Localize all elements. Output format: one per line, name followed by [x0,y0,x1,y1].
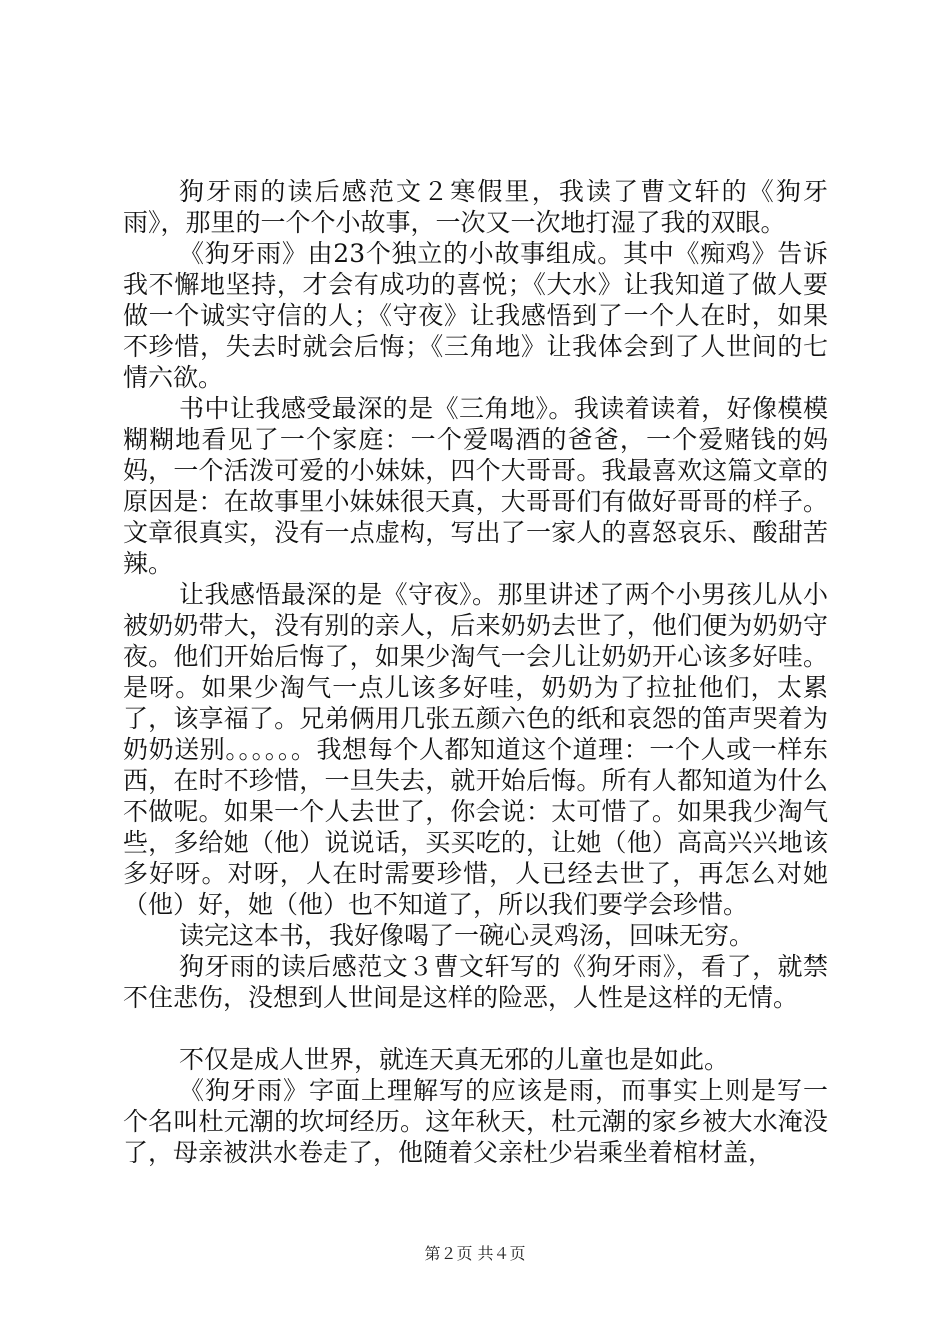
page-number-footer: 第２页 共４页 [424,1244,526,1263]
document-body [123,176,828,1168]
paragraph-5: 读完这本书，我好像喝了一碗心灵鸡汤，回味无穷。 [179,921,755,950]
paragraph-4: 让我感悟最深的是《守夜》。那里讲述了两个小男孩儿从小被奶奶带大，没有别的亲人，后来奶奶去世了，他们便为奶奶守夜。他们开始后悔了，如果少淘气一会儿让奶奶开心该多好哇。是呀。如果少淘气一点儿该多好哇，奶奶为了拉扯他们，太累了，该享福了。兄弟俩用几张五颜六色的纸和哀怨的笛声哭着为奶奶送别。。。。。。我想每个人都知道这个道理：一个人或一样东西，在时不珍惜，一旦失去，就开始后悔。所有人都知道为什么不做呢。如果一个人去世了，你会说：太可惜了。如果我少淘气些，多给她（他）说说话，买买吃的，让她（他）高高兴兴地该多好呀。对呀，人在时需要珍惜，人已经去世了，再怎么对她（他）好，她（他）也不知道了，所以我们要学会珍惜。 [123,580,828,919]
paragraph-2: 《狗牙雨》由23个独立的小故事组成。其中《痴鸡》告诉我不懈地坚持，才会有成功的喜悦；《大水》让我知道了做人要做一个诚实守信的人；《守夜》让我感悟到了一个人在时，如果不珍惜，失去时就会后悔；《三角地》让我体会到了人世间的七情六欲。 [123,239,828,392]
paragraph-6: 狗牙雨的读后感范文３曹文轩写的《狗牙雨》，看了，就禁不住悲伤，没想到人世间是这样的险恶，人性是这样的无情。 [123,952,828,1012]
paragraph-8: 《狗牙雨》字面上理解写的应该是雨，而事实上则是写一个名叫杜元潮的坎坷经历。这年秋天，杜元潮的家乡被大水淹没了，母亲被洪水卷走了，他随着父亲杜少岩乘坐着棺材盖， [123,1076,828,1167]
paragraph-1: 狗牙雨的读后感范文２寒假里，我读了曹文轩的《狗牙雨》，那里的一个个小故事，一次又一次地打湿了我的双眼。 [123,177,828,237]
paragraph-7: 不仅是成人世界，就连天真无邪的儿童也是如此。 [179,1045,730,1074]
paragraph-3: 书中让我感受最深的是《三角地》。我读着读着，好像模模糊糊地看见了一个家庭：一个爱喝酒的爸爸，一个爱赌钱的妈妈，一个活泼可爱的小妹妹，四个大哥哥。我最喜欢这篇文章的原因是：在故事里小妹妹很天真，大哥哥们有做好哥哥的样子。文章很真实，没有一点虚构，写出了一家人的喜怒哀乐、酸甜苦辣。 [123,394,828,578]
